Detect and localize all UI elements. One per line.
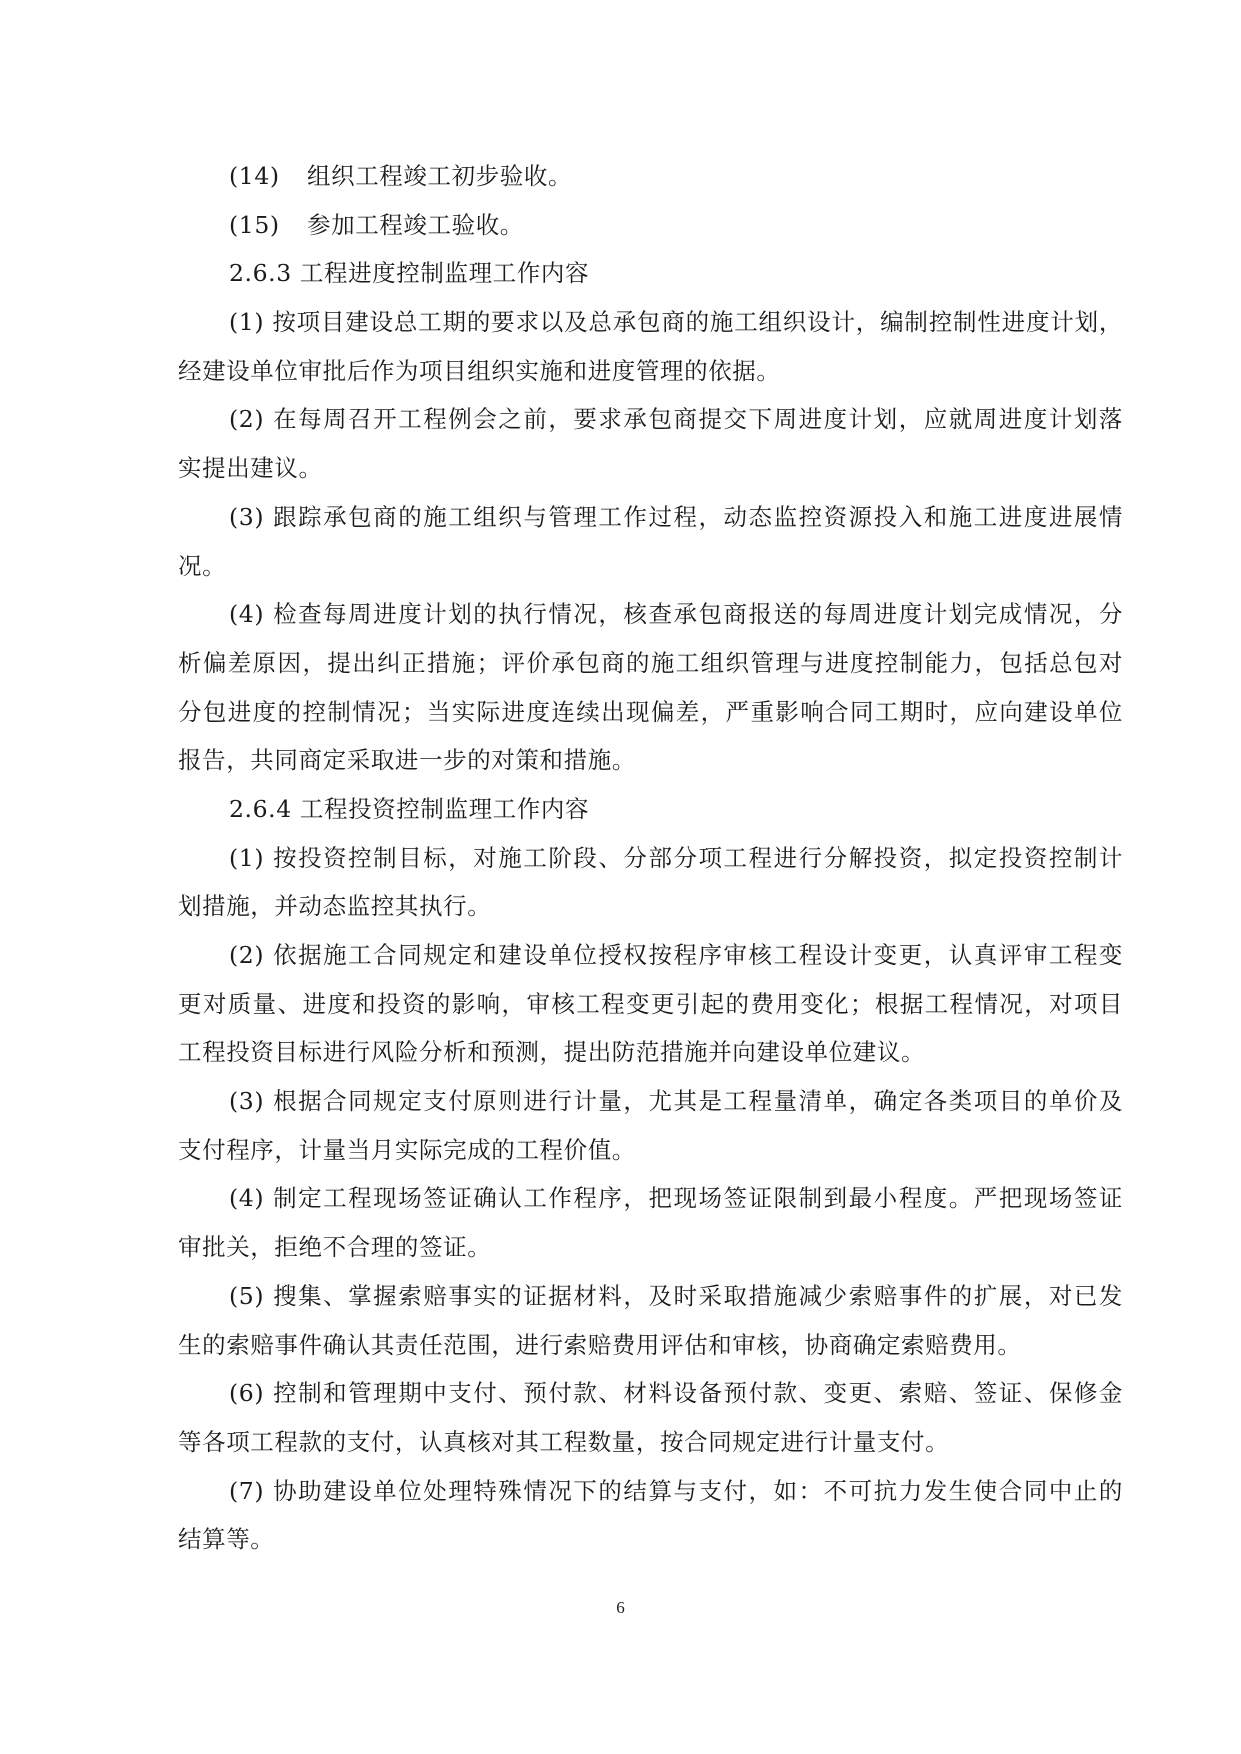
paragraph-line: 更对质量、进度和投资的影响，审核工程变更引起的费用变化；根据工程情况，对项目: [178, 989, 1123, 1018]
paragraph-line: 结算等。: [178, 1525, 275, 1554]
paragraph-first-line: (4) 制定工程现场签证确认工作程序，把现场签证限制到最小程度。严把现场签证: [229, 1184, 1123, 1213]
paragraph-first-line: 2.6.4 工程投资控制监理工作内容: [229, 794, 590, 823]
paragraph-first-line: (5) 搜集、掌握索赔事实的证据材料，及时采取措施减少索赔事件的扩展，对已发: [229, 1281, 1123, 1310]
paragraph-line: 划措施，并动态监控其执行。: [178, 892, 492, 921]
paragraph-line: 实提出建议。: [178, 454, 323, 483]
paragraph-first-line: (4) 检查每周进度计划的执行情况，核查承包商报送的每周进度计划完成情况，分: [229, 600, 1123, 629]
list-item-number: (15): [229, 210, 280, 239]
paragraph-line: 况。: [178, 551, 227, 580]
paragraph-first-line: 2.6.3 工程进度控制监理工作内容: [229, 259, 590, 288]
paragraph-first-line: (7) 协助建设单位处理特殊情况下的结算与支付，如：不可抗力发生使合同中止的: [229, 1476, 1123, 1505]
paragraph-first-line: (3) 根据合同规定支付原则进行计量，尤其是工程量清单，确定各类项目的单价及: [229, 1087, 1123, 1116]
paragraph-first-line: (1) 按投资控制目标，对施工阶段、分部分项工程进行分解投资，拟定投资控制计: [229, 843, 1123, 872]
paragraph-first-line: (6) 控制和管理期中支付、预付款、材料设备预付款、变更、索赔、签证、保修金: [229, 1379, 1123, 1408]
paragraph-line: 报告，共同商定采取进一步的对策和措施。: [178, 746, 636, 775]
paragraph-line: 工程投资目标进行风险分析和预测，提出防范措施并向建设单位建议。: [178, 1038, 926, 1067]
list-item: [178, 201, 1123, 250]
paragraph-line: 审批关，拒绝不合理的签证。: [178, 1233, 492, 1262]
paragraph-line: 析偏差原因，提出纠正措施；评价承包商的施工组织管理与进度控制能力，包括总包对: [178, 648, 1123, 677]
paragraph-list: [178, 249, 1123, 1564]
document-body: [178, 152, 1123, 1564]
paragraph-first-line: (1) 按项目建设总工期的要求以及总承包商的施工组织设计，编制控制性进度计划，: [229, 308, 1123, 337]
paragraph-line: 等各项工程款的支付，认真核对其工程数量，按合同规定进行计量支付。: [178, 1427, 950, 1456]
paragraph-line: 生的索赔事件确认其责任范围，进行索赔费用评估和审核，协商确定索赔费用。: [178, 1330, 1022, 1359]
list-item-text: 组织工程竣工初步验收。: [307, 162, 573, 190]
page-number: 6: [616, 1598, 625, 1617]
list-item-number: (14): [229, 162, 280, 190]
paragraph-first-line: (2) 依据施工合同规定和建设单位授权按程序审核工程设计变更，认真评审工程变: [229, 941, 1123, 969]
paragraph-line: 支付程序，计量当月实际完成的工程价值。: [178, 1135, 636, 1164]
paragraph-first-line: (2) 在每周召开工程例会之前，要求承包商提交下周进度计划，应就周进度计划落: [229, 405, 1123, 434]
list-item: [178, 152, 1123, 201]
paragraph-line: 经建设单位审批后作为项目组织实施和进度管理的依据。: [178, 356, 781, 385]
list-item-text: 参加工程竣工验收。: [307, 210, 524, 239]
paragraph-line: 分包进度的控制情况；当实际进度连续出现偏差，严重影响合同工期时，应向建设单位: [178, 697, 1123, 726]
paragraph-first-line: (3) 跟踪承包商的施工组织与管理工作过程，动态监控资源投入和施工进度进展情: [229, 502, 1123, 531]
